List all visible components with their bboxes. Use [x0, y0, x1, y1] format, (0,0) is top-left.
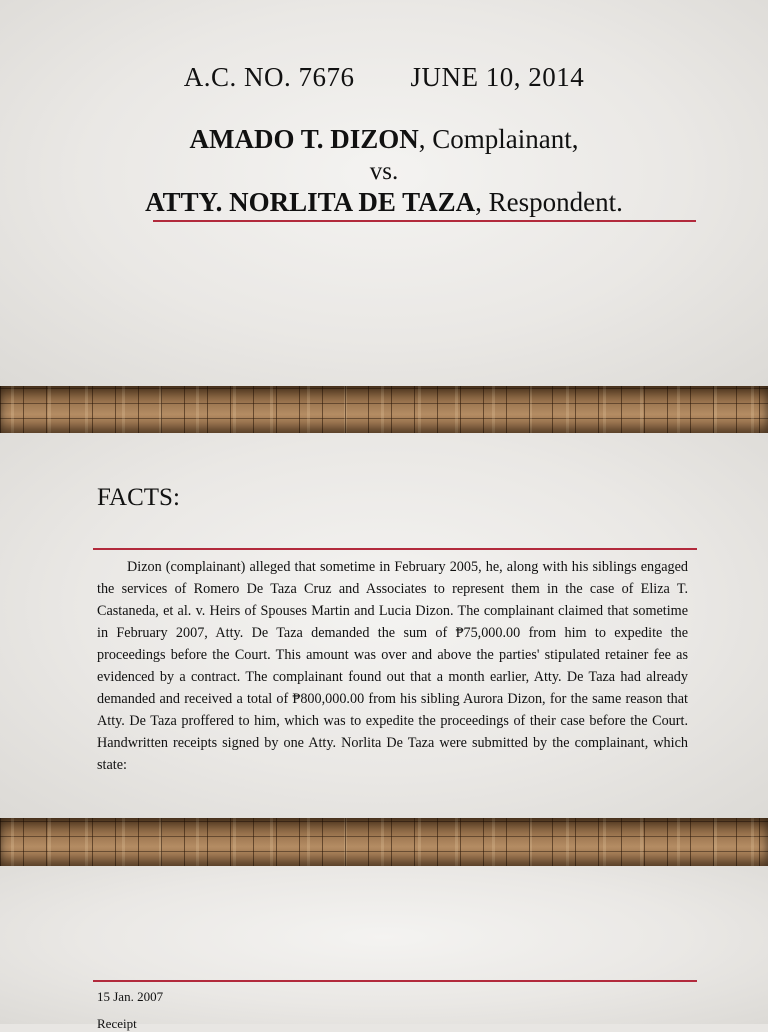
case-number: A.C. NO. 7676 [183, 62, 355, 92]
facts-heading: FACTS: [97, 484, 180, 511]
case-header [0, 62, 768, 93]
complainant-role: , Complainant, [418, 124, 579, 154]
receipt-divider [93, 980, 697, 982]
receipt-date: 15 Jan. 2007 [97, 989, 164, 1004]
title-divider [153, 220, 696, 222]
wood-floor-divider [0, 818, 768, 866]
complainant-line [0, 124, 768, 155]
complainant-name: AMADO T. DIZON [189, 124, 419, 154]
facts-divider [93, 548, 697, 550]
respondent-name: ATTY. NORLITA DE TAZA [145, 187, 476, 217]
receipt-label: Receipt [97, 1016, 137, 1031]
wood-floor-divider [0, 386, 768, 433]
slide-title [0, 0, 768, 386]
respondent-role: , Respondent. [475, 187, 623, 217]
respondent-line [0, 187, 768, 218]
facts-paragraph: Dizon (complainant) alleged that sometime in February 2005, he, along with his siblings engaged the services of Romero De Taza Cruz and Associates to represent them in the case of Eliza T. Castaneda, et al. v. Heirs of Spouses Martin and Lucia Dizon. The complainant claimed that sometime in February 2007, Atty. De Taza demanded the sum of ₱75,000.00 from him to expedite the proceedings before the Court. This amount was over and above the parties' stipulated retainer fee as evidenced by a contract. The complainant found out that a month earlier, Atty. De Taza had already demanded and received a total of ₱800,000.00 from his sibling Aurora Dizon, for the same reason that Atty. De Taza proffered to him, which was to expedite the proceedings of their case before the Court. Handwritten receipts signed by one Atty. Norlita De Taza were submitted by the complainant, which state: [97, 559, 688, 773]
case-date: JUNE 10, 2014 [410, 62, 585, 92]
versus-text: vs. [369, 158, 399, 185]
